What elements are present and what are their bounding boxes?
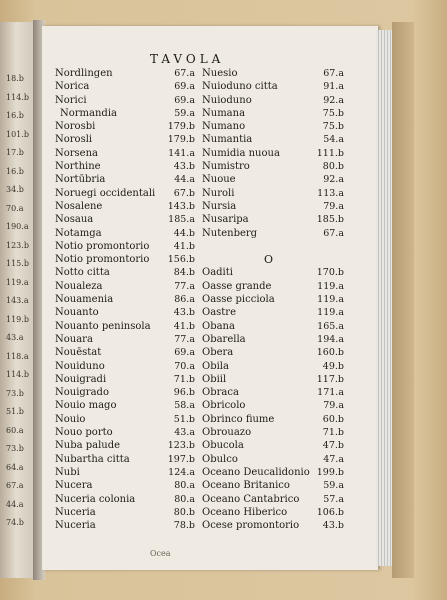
index-entry [202, 213, 344, 226]
entry-name: Numidia nuoua [202, 147, 280, 159]
entry-folio: 69.a [174, 94, 195, 106]
left-page-fragment: 114.b [6, 92, 29, 102]
entry-name: Notio promontorio [55, 254, 150, 266]
entry-name: Norosbi [55, 121, 96, 133]
page-edges [376, 30, 392, 566]
index-entry [55, 320, 195, 333]
index-entry [202, 80, 344, 93]
left-page-fragment: 190.a [6, 222, 29, 231]
entry-name: Obulco [202, 453, 238, 465]
entry-folio: 185.a [168, 214, 195, 226]
entry-name: Numana [202, 107, 246, 119]
entry-name: Obucola [202, 440, 244, 452]
entry-name: Nouanto [55, 307, 99, 319]
entry-folio: 70.a [174, 360, 195, 372]
entry-folio: 80.b [322, 161, 344, 173]
entry-folio: 185.b [316, 214, 344, 226]
index-entry [55, 413, 195, 426]
entry-name: Nuceria [55, 520, 96, 532]
entry-name: Ocese promontorio [202, 520, 300, 532]
entry-name: Obiil [202, 373, 227, 385]
entry-name: Oceano Hiberico [202, 506, 288, 518]
index-entry [55, 67, 195, 80]
index-entry [202, 453, 344, 466]
index-column-right [202, 67, 344, 532]
facing-left-page [0, 22, 36, 578]
index-entry [55, 80, 195, 93]
entry-folio: 44.b [173, 227, 195, 239]
index-entry [55, 173, 195, 186]
entry-folio: 106.b [316, 506, 344, 518]
left-page-fragment: 70.a [6, 203, 24, 213]
entry-folio: 41.b [173, 320, 195, 332]
index-entry [55, 386, 195, 399]
left-page-fragment: 74.b [6, 518, 24, 527]
entry-name: Oaditi [202, 267, 233, 279]
entry-name: Nosalene [55, 200, 103, 212]
entry-name: Nosaua [55, 214, 94, 226]
index-entry [202, 160, 344, 173]
left-page-fragment: 119.b [6, 314, 29, 324]
entry-folio: 156.b [167, 254, 195, 266]
index-entry [202, 386, 344, 399]
entry-name: Notio promontorio [55, 240, 150, 252]
entry-name: Normandia [60, 107, 117, 119]
entry-folio: 58.a [174, 400, 195, 412]
entry-name: Nouigradi [55, 373, 107, 385]
entry-name: Nouamenia [55, 294, 114, 306]
index-entry [55, 133, 195, 146]
left-page-fragment: 64.a [6, 462, 24, 472]
entry-folio: 111.b [316, 147, 344, 159]
index-entry [55, 479, 195, 492]
entry-folio: 80.a [174, 493, 195, 505]
entry-name: Nuceria colonia [55, 493, 136, 505]
index-entry [202, 107, 344, 120]
entry-folio: 194.a [317, 333, 344, 345]
entry-folio: 69.a [174, 81, 195, 93]
index-entry [55, 160, 195, 173]
index-entry [55, 346, 195, 359]
left-page-fragment: 119.a [6, 277, 29, 287]
entry-name: Nouēstat [55, 347, 102, 359]
entry-folio: 80.b [173, 506, 195, 518]
index-entry [55, 213, 195, 226]
entry-folio: 79.a [323, 400, 344, 412]
entry-name: Nubartha citta [55, 453, 130, 465]
entry-name: Noruegi occidentali [55, 187, 156, 199]
left-page-fragment: 73.b [6, 388, 24, 398]
entry-folio: 67.b [173, 187, 195, 199]
entry-folio: 80.a [174, 480, 195, 492]
index-entry [202, 120, 344, 133]
entry-folio: 143.b [167, 200, 195, 212]
entry-folio: 124.a [168, 466, 195, 478]
index-entry [55, 466, 195, 479]
entry-name: Obrouazo [202, 427, 252, 439]
index-entry [55, 453, 195, 466]
index-entry [202, 506, 344, 519]
entry-name: Nusaripa [202, 214, 249, 226]
entry-folio: 117.b [316, 373, 344, 385]
entry-name: Oasse picciola [202, 294, 275, 306]
entry-name: Oceano Britanico [202, 480, 290, 492]
entry-name: Nuroli [202, 187, 235, 199]
index-entry [202, 493, 344, 506]
index-entry [202, 240, 344, 253]
entry-folio: 75.b [322, 107, 344, 119]
entry-name: Nouio [55, 413, 86, 425]
entry-name: Notto citta [55, 267, 110, 279]
entry-name: Obana [202, 320, 235, 332]
entry-folio: 71.b [322, 427, 344, 439]
index-entry [202, 413, 344, 426]
index-entry [55, 333, 195, 346]
index-entry [202, 426, 344, 439]
index-entry [202, 200, 344, 213]
entry-folio: 43.a [174, 427, 195, 439]
index-entry [55, 426, 195, 439]
entry-folio: 67.a [174, 68, 195, 79]
entry-folio: 179.b [167, 134, 195, 146]
entry-name: Oceano Deucalidonio [202, 466, 310, 478]
entry-folio: 160.b [316, 347, 344, 359]
left-page-fragment: 18.b [6, 74, 24, 83]
entry-name: Nubi [55, 466, 80, 478]
entry-name: Norica [55, 81, 90, 93]
entry-folio: 47.b [322, 440, 344, 452]
index-entry [55, 399, 195, 412]
index-entry [202, 173, 344, 186]
entry-name: Notamga [55, 227, 102, 239]
left-page-fragment: 73.b [6, 444, 24, 453]
index-entry [202, 333, 344, 346]
left-page-fragment: 16.b [6, 111, 24, 120]
entry-name: Nutenberg [202, 227, 258, 239]
index-entry [55, 493, 195, 506]
entry-name: Nouio mago [55, 400, 117, 412]
entry-folio: 67.a [323, 227, 344, 239]
entry-folio: 75.b [322, 121, 344, 133]
entry-folio: 91.a [323, 81, 344, 93]
left-page-fragment: 67.a [6, 481, 24, 490]
entry-folio: 44.a [174, 174, 195, 186]
entry-name: Nuioduno [202, 94, 252, 106]
entry-folio: 141.a [168, 147, 195, 159]
entry-folio: 54.a [323, 134, 344, 146]
entry-name: Nordlingen [55, 68, 113, 79]
index-entry [55, 227, 195, 240]
entry-name: Numano [202, 121, 246, 133]
index-entry [202, 280, 344, 293]
index-entry [202, 187, 344, 200]
entry-folio: 78.b [173, 520, 195, 532]
entry-folio: 60.b [322, 413, 344, 425]
index-entry [202, 133, 344, 146]
entry-folio: 199.b [316, 466, 344, 478]
index-entry [202, 399, 344, 412]
index-entry [55, 373, 195, 386]
section-letter-heading [202, 253, 344, 266]
entry-folio: 71.b [173, 373, 195, 385]
entry-folio: 96.b [173, 387, 195, 399]
entry-name: Nouiduno [55, 360, 105, 372]
entry-name: Obrinco fiume [202, 413, 275, 425]
left-page-fragment: 43.a [6, 333, 24, 342]
index-entry [55, 266, 195, 279]
entry-name: Obila [202, 360, 229, 372]
entry-name: Nuba palude [55, 440, 121, 452]
entry-name: O [264, 253, 274, 267]
index-entry [55, 293, 195, 306]
entry-folio: 84.b [173, 267, 195, 279]
catchword: Ocea [150, 549, 171, 558]
entry-name: Numistro [202, 161, 250, 173]
index-entry [202, 67, 344, 80]
entry-name: Nuesio [202, 68, 238, 79]
index-entry [55, 147, 195, 160]
entry-name: Noualeza [55, 280, 103, 292]
entry-folio: 69.a [174, 347, 195, 359]
entry-name: Norsena [55, 147, 99, 159]
entry-name: Nuceria [55, 506, 96, 518]
entry-name: Nortūbria [55, 174, 106, 186]
entry-folio: 77.a [174, 280, 195, 292]
index-entry [202, 266, 344, 279]
entry-folio: 47.a [323, 453, 344, 465]
left-page-fragment: 143.a [6, 296, 29, 305]
entry-name: Norici [55, 94, 87, 106]
index-entry [202, 373, 344, 386]
entry-folio: 197.b [167, 453, 195, 465]
entry-folio: 41.b [173, 240, 195, 252]
left-page-fragment: 123.b [6, 240, 29, 250]
entry-folio: 59.a [174, 107, 195, 119]
entry-name: Norosli [55, 134, 93, 146]
index-entry [202, 227, 344, 240]
entry-folio: 43.b [322, 520, 344, 532]
entry-name: Nuioduno citta [202, 81, 278, 93]
index-entry [202, 479, 344, 492]
entry-name: Obraca [202, 387, 239, 399]
entry-folio: 170.b [316, 267, 344, 279]
index-entry [202, 346, 344, 359]
entry-folio: 59.a [323, 480, 344, 492]
index-entry [55, 253, 195, 266]
entry-folio: 43.b [173, 307, 195, 319]
index-entry [55, 280, 195, 293]
entry-folio: 119.a [317, 307, 344, 319]
index-entry [55, 107, 195, 120]
entry-folio: 86.a [174, 294, 195, 306]
entry-folio: 113.a [317, 187, 344, 199]
entry-folio: 57.a [323, 493, 344, 505]
index-entry [55, 360, 195, 373]
entry-name: Numantia [202, 134, 253, 146]
index-entry [202, 360, 344, 373]
entry-name: Nouanto peninsola [55, 320, 151, 332]
entry-name: Northine [55, 161, 101, 173]
index-entry [55, 439, 195, 452]
entry-folio: 51.b [173, 413, 195, 425]
index-entry [55, 200, 195, 213]
index-entry [55, 187, 195, 200]
entry-folio: 79.a [323, 200, 344, 212]
page-title: TAVOLA [150, 52, 225, 66]
index-entry [202, 320, 344, 333]
entry-folio: 77.a [174, 333, 195, 345]
entry-folio: 92.a [323, 94, 344, 106]
entry-folio: 92.a [323, 174, 344, 186]
book-cover-edge [392, 22, 414, 578]
index-entry [202, 94, 344, 107]
entry-folio: 165.a [317, 320, 344, 332]
left-page-fragment: 115.b [6, 259, 29, 268]
index-entry [202, 147, 344, 160]
entry-folio: 171.a [317, 387, 344, 399]
left-page-fragment: 34.b [6, 185, 24, 194]
entry-name: Nouo porto [55, 427, 113, 439]
entry-name: Oceano Cantabrico [202, 493, 300, 505]
index-entry [202, 466, 344, 479]
entry-name: Obera [202, 347, 234, 359]
entry-name: Nouigrado [55, 387, 109, 399]
left-page-fragment: 51.b [6, 407, 24, 416]
left-page-fragment: 44.a [6, 499, 24, 509]
entry-folio: 49.b [322, 360, 344, 372]
entry-folio: 119.a [317, 294, 344, 306]
entry-folio: 179.b [167, 121, 195, 133]
entry-name: Obricolo [202, 400, 246, 412]
entry-name: Nuoue [202, 174, 236, 186]
index-entry [55, 306, 195, 319]
left-page-fragment: 16.b [6, 166, 24, 176]
index-column-left [55, 67, 195, 532]
index-entry [202, 439, 344, 452]
entry-folio: 43.b [173, 161, 195, 173]
index-entry [55, 240, 195, 253]
entry-folio: 123.b [167, 440, 195, 452]
index-entry [202, 293, 344, 306]
entry-name: Oasse grande [202, 280, 272, 292]
entry-name: Nursia [202, 200, 237, 212]
index-entry [55, 94, 195, 107]
entry-name: Nouara [55, 333, 93, 345]
left-page-fragment: 17.b [6, 148, 24, 157]
index-entry [55, 519, 195, 532]
entry-name: Nucera [55, 480, 93, 492]
entry-name: Oastre [202, 307, 237, 319]
left-page-fragment: 60.a [6, 425, 24, 435]
entry-folio: 67.a [323, 68, 344, 79]
index-entry [55, 506, 195, 519]
left-page-fragment: 118.a [6, 351, 29, 361]
index-entry [202, 306, 344, 319]
left-page-fragment: 101.b [6, 129, 29, 139]
index-entry [202, 519, 344, 532]
index-entry [55, 120, 195, 133]
entry-folio: 119.a [317, 280, 344, 292]
entry-name: Obarella [202, 333, 246, 345]
left-page-fragment: 114.b [6, 370, 29, 379]
